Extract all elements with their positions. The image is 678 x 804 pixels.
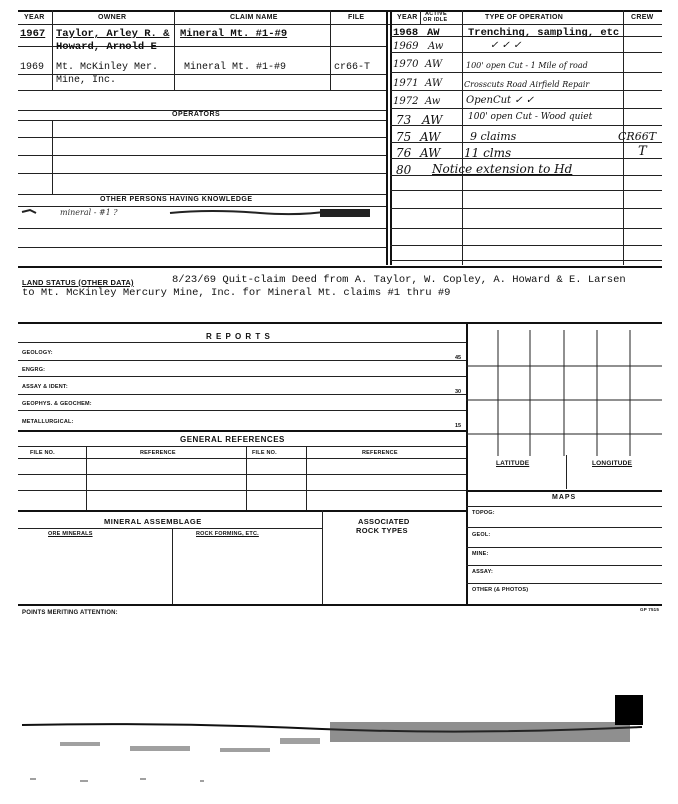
section-line — [18, 510, 466, 512]
divider — [246, 446, 247, 510]
other-persons-title: OTHER PERSONS HAVING KNOWLEDGE — [100, 196, 253, 203]
reports-title: R E P O R T S — [206, 332, 271, 341]
row-line — [18, 228, 386, 229]
row-line — [390, 260, 662, 261]
divider — [52, 120, 53, 195]
operation-type: Trenching, sampling, etc — [468, 27, 620, 39]
location-grid — [466, 330, 662, 456]
rock-types-label: ROCK TYPES — [356, 526, 408, 535]
other-persons-text: mineral - #1 ? — [60, 208, 118, 217]
section-line — [18, 604, 662, 606]
row-line — [466, 506, 662, 507]
operation-status: Aw — [425, 96, 441, 107]
owner-name: Mine, Inc. — [56, 75, 117, 86]
operation-status: AW — [422, 113, 443, 127]
operation-type: ✓ ✓ ✓ — [490, 40, 522, 51]
operation-year: 1968 — [393, 27, 419, 39]
ore-minerals-label: ORE MINERALS — [48, 531, 93, 537]
operation-type: 100' open Cut - Wood quiet — [468, 112, 593, 122]
report-metallurgical: METALLURGICAL: — [22, 419, 74, 425]
operation-type: OpenCut ✓ ✓ — [466, 95, 535, 106]
ref-file-no-2: FILE NO. — [252, 450, 277, 456]
scribble-smudge — [20, 206, 370, 220]
row-line — [18, 173, 386, 174]
header-year-2: YEAR — [397, 14, 418, 21]
row-line — [18, 394, 466, 395]
section-line — [18, 266, 662, 268]
divider — [172, 528, 173, 604]
land-status-label: LAND STATUS (OTHER DATA) — [22, 278, 134, 287]
row-line — [18, 458, 466, 459]
general-references-title: GENERAL REFERENCES — [180, 435, 285, 444]
map-geol: GEOL: — [472, 532, 491, 538]
report-engrg: ENGRG: — [22, 367, 46, 373]
scan-artifact — [0, 690, 678, 804]
claim-name: Mineral Mt. #1-#9 — [184, 62, 287, 73]
row-line — [18, 360, 466, 361]
report-geophys: GEOPHYS. & GEOCHEM: — [22, 401, 92, 407]
divider — [566, 455, 567, 489]
operation-type: Notice extension to Hd — [432, 162, 573, 176]
divider — [306, 446, 307, 510]
row-line — [18, 137, 386, 138]
row-line — [18, 120, 386, 121]
header-year: YEAR — [24, 14, 45, 21]
operation-type: Crosscuts Road Airfield Repair — [464, 80, 590, 89]
divider — [322, 510, 323, 604]
row-line — [18, 155, 386, 156]
operation-year: 73 — [396, 113, 412, 127]
top-border — [18, 10, 662, 12]
operation-crew: T — [638, 144, 647, 159]
latitude-label: LATITUDE — [496, 460, 530, 467]
operation-year: 80 — [396, 163, 412, 177]
row-line — [18, 376, 466, 377]
row-line — [390, 228, 662, 229]
operation-type: 100' open Cut - 1 Mile of road — [466, 61, 588, 70]
operation-year: 1972 — [393, 96, 419, 107]
row-line — [390, 190, 662, 191]
divider — [174, 10, 175, 90]
divider — [86, 446, 87, 510]
operation-year: 75 — [396, 130, 412, 144]
report-geology: GEOLOGY: — [22, 350, 53, 356]
report-assay: ASSAY & IDENT: — [22, 384, 68, 390]
form-number: GP 7515 — [640, 607, 660, 612]
header-bottom-line — [18, 24, 662, 25]
row-line — [390, 72, 662, 73]
divider — [330, 10, 331, 90]
map-mine: MINE: — [472, 551, 489, 557]
row-line — [390, 52, 662, 53]
row-line — [18, 490, 466, 491]
grid-number: 45 — [455, 355, 462, 361]
divider — [386, 10, 388, 265]
longitude-label: LONGITUDE — [592, 460, 633, 467]
operation-type: 11 clms — [464, 146, 512, 160]
divider — [420, 10, 421, 24]
land-status-line-2: to Mt. McKinley Mercury Mine, Inc. for Mineral Mt. claims #1 thru #9 — [22, 287, 451, 299]
row-line — [466, 565, 662, 566]
row-line — [18, 528, 322, 529]
operation-year: 1970 — [393, 59, 419, 70]
operation-type: 9 claims — [470, 130, 517, 143]
owner-year: 1969 — [20, 62, 45, 73]
header-claim-name: CLAIM NAME — [230, 14, 278, 21]
header-owner: OWNER — [98, 14, 127, 21]
row-line — [390, 108, 662, 109]
owner-name: Howard, Arnold E — [56, 41, 157, 53]
divider — [390, 10, 392, 265]
rock-forming-label: ROCK FORMING, ETC. — [196, 531, 259, 537]
map-other: OTHER (& PHOTOS) — [472, 587, 529, 593]
operation-crew: CR66T — [618, 130, 657, 143]
row-line — [18, 194, 386, 195]
file-number: cr66-T — [334, 62, 371, 73]
operation-status: Aw — [428, 41, 444, 52]
row-line — [466, 583, 662, 584]
operation-status: AW — [420, 146, 441, 160]
operation-year: 1969 — [393, 41, 419, 52]
associated-label: ASSOCIATED — [358, 517, 410, 526]
ref-reference: REFERENCE — [140, 450, 176, 456]
header-active: ACTIVE — [425, 11, 447, 17]
claim-name: Mineral Mt. #1-#9 — [180, 28, 288, 40]
operation-year: 76 — [396, 146, 412, 160]
header-or-idle: OR IDLE — [423, 17, 448, 23]
land-status-line-1: 8/23/69 Quit-claim Deed from A. Taylor, W. Copley, A. Howard & E. Larsen — [172, 274, 626, 286]
header-file: FILE — [348, 14, 365, 21]
owner-year: 1967 — [20, 28, 46, 40]
header-type-of-operation: TYPE OF OPERATION — [485, 14, 564, 21]
section-line — [18, 322, 662, 324]
row-line — [18, 410, 466, 411]
points-meriting-attention: POINTS MERITING ATTENTION: — [22, 610, 118, 616]
section-line — [18, 430, 466, 432]
divider — [52, 10, 53, 90]
owner-name: Mt. McKinley Mer. — [56, 62, 159, 73]
row-line — [390, 245, 662, 246]
grid-number: 30 — [455, 389, 462, 395]
operation-status: AW — [425, 78, 443, 89]
row-line — [466, 547, 662, 548]
grid-number: 15 — [455, 423, 462, 429]
row-line — [466, 490, 662, 492]
row-line — [390, 90, 662, 91]
row-line — [390, 208, 662, 209]
header-crew: CREW — [631, 14, 654, 21]
ref-reference-2: REFERENCE — [362, 450, 398, 456]
ref-file-no: FILE NO. — [30, 450, 55, 456]
operation-status: AW — [425, 59, 443, 70]
mineral-assemblage-title: MINERAL ASSEMBLAGE — [104, 517, 202, 526]
row-line — [18, 90, 386, 91]
map-assay: ASSAY: — [472, 569, 494, 575]
row-line — [18, 474, 466, 475]
row-line — [18, 247, 386, 248]
operation-status: AW — [420, 130, 441, 144]
operators-title: OPERATORS — [172, 111, 221, 118]
operation-status: AW — [427, 27, 440, 39]
map-topog: TOPOG: — [472, 510, 495, 516]
row-line — [18, 342, 466, 343]
row-line — [466, 527, 662, 528]
owner-name: Taylor, Arley R. & — [56, 28, 170, 40]
divider — [462, 10, 463, 265]
maps-title: MAPS — [552, 494, 577, 501]
operation-year: 1971 — [393, 78, 419, 89]
